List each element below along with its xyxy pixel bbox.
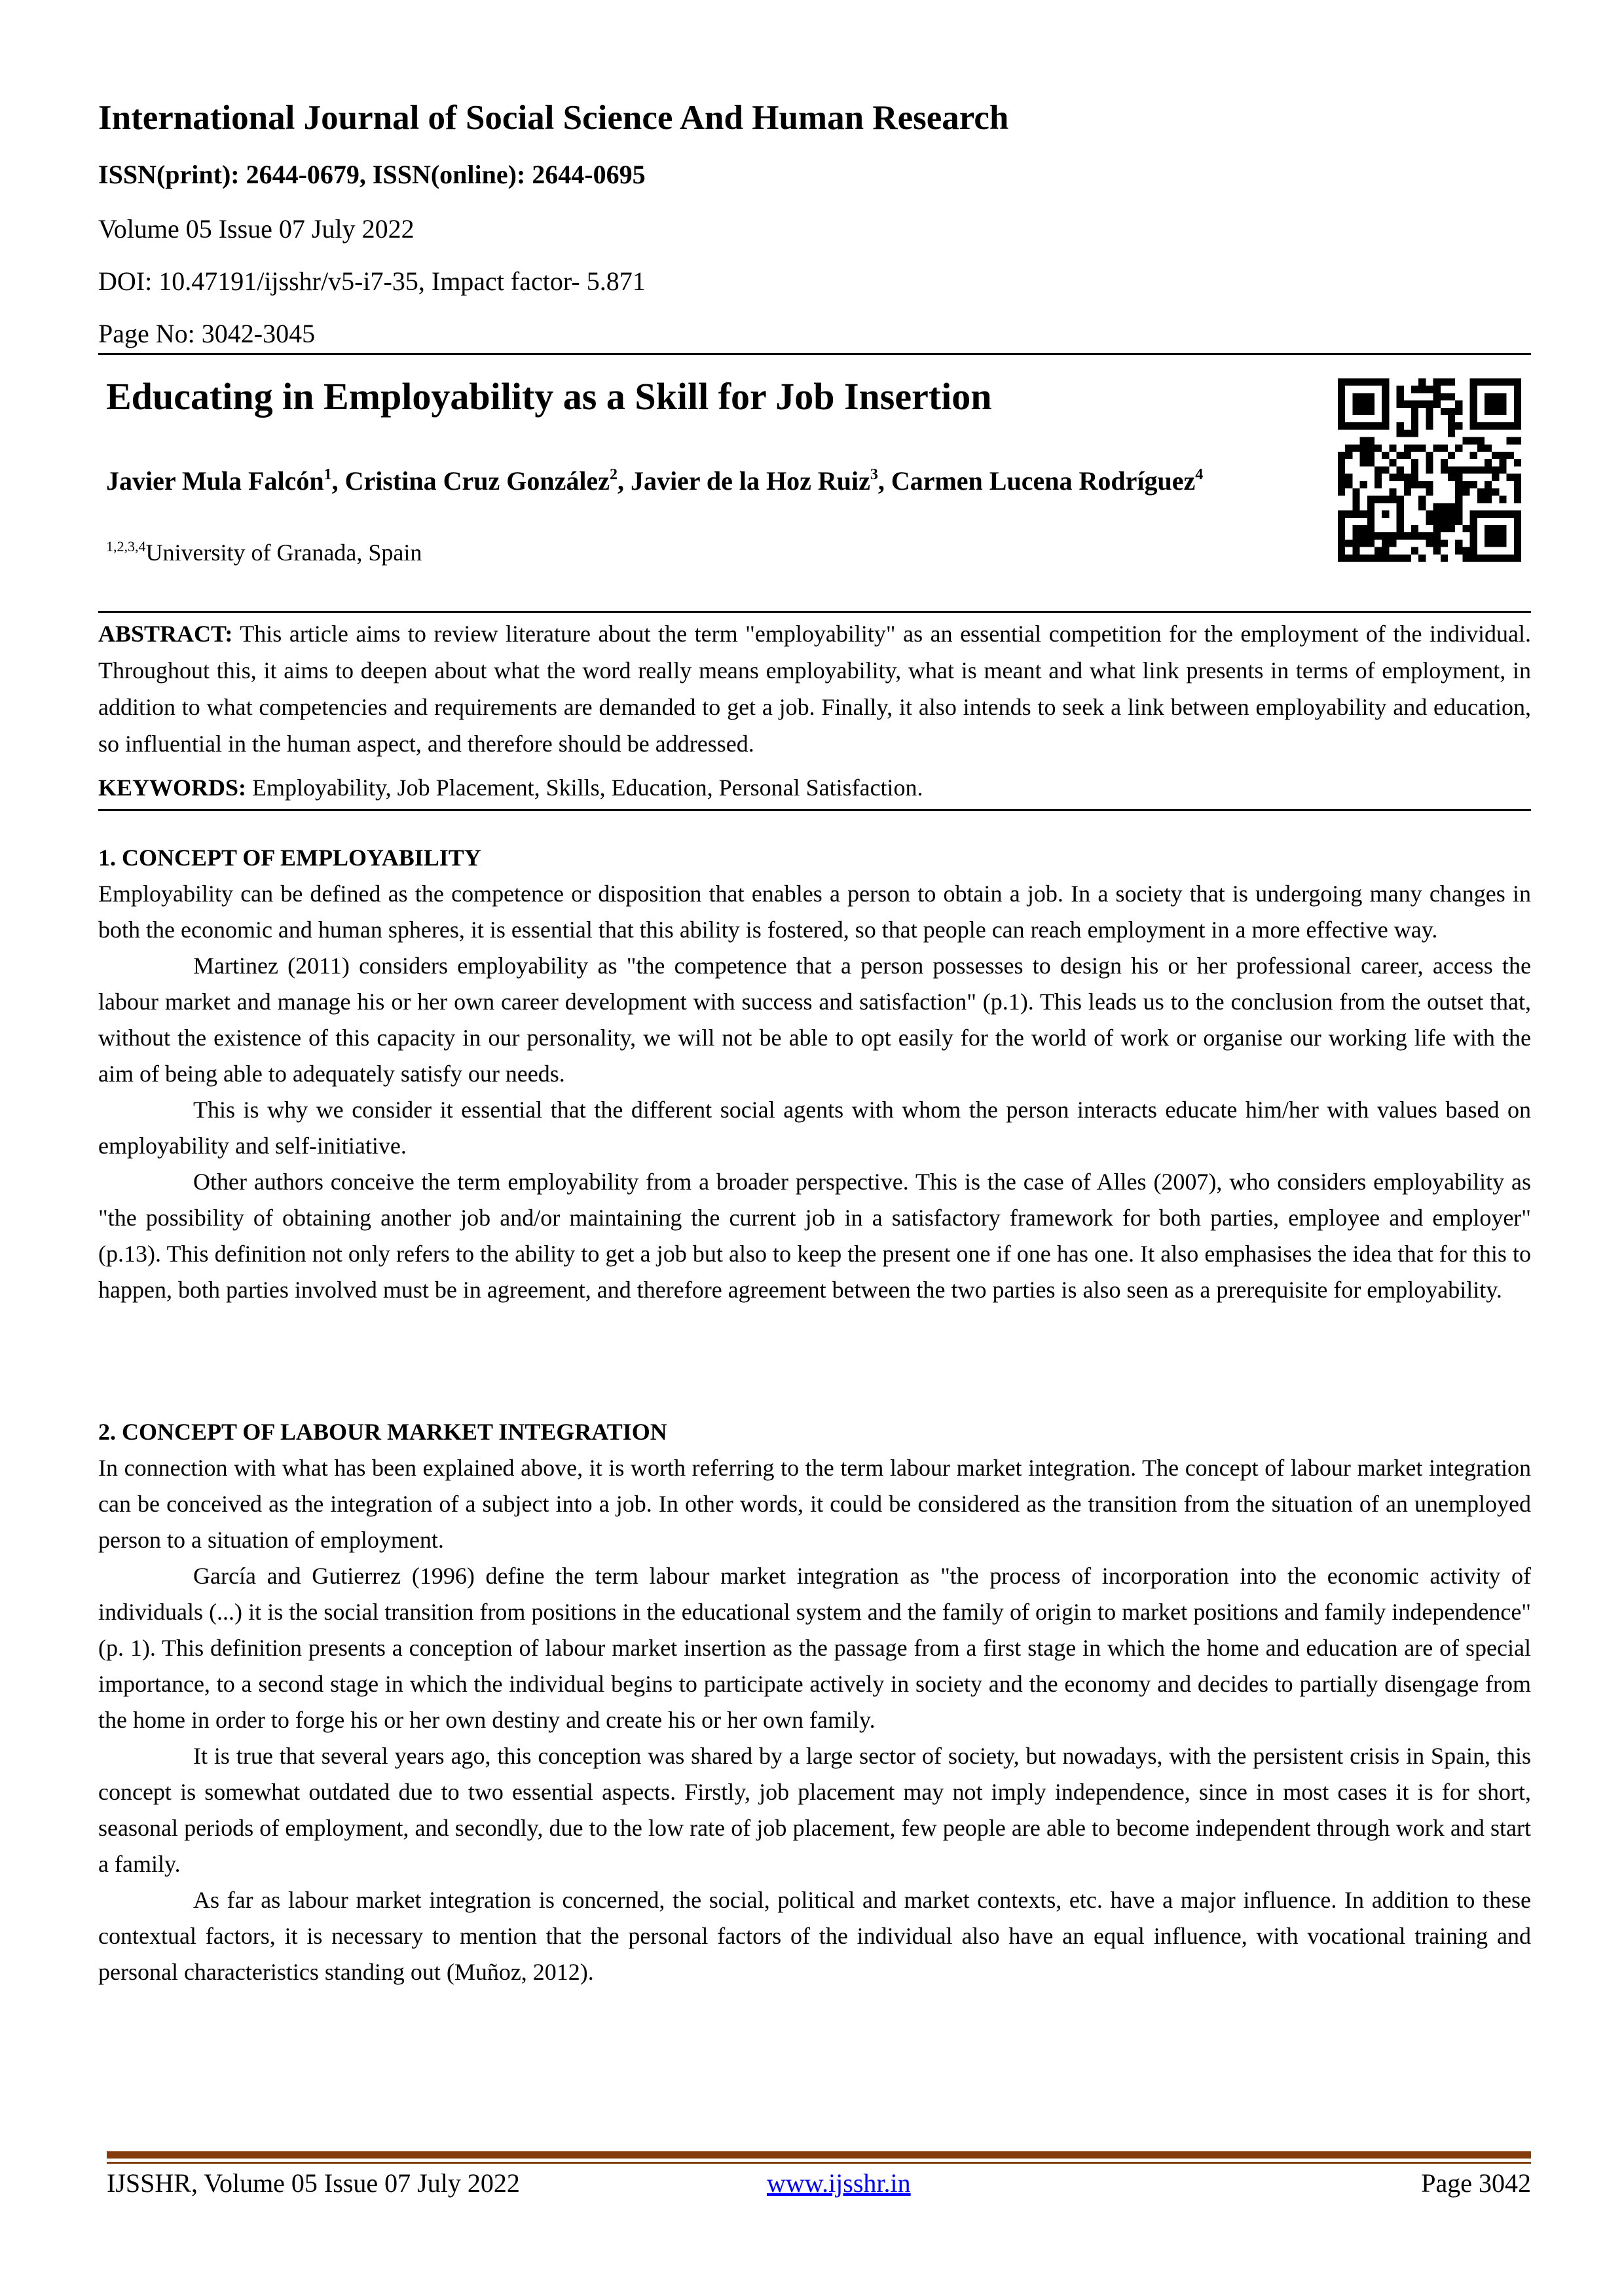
author-separator: , — [331, 466, 345, 496]
paragraph: García and Gutierrez (1996) define the term labour market integration as "the process of incorporation into the economic activity of individuals (...) it is the social transition from positions in the educational system and the family of origin to market positions and family independence" (p. 1). This definition presents a conception of labour market insertion as the passage from a first stage in which the home and education are of special importance, to a second stage in which the individual begins to participate actively in society and the economy and decides to partially disengage from the home in order to forge his or her own destiny and create his or her own family. — [98, 1563, 1531, 1733]
journal-title: International Journal of Social Science And Human Research — [98, 99, 1009, 137]
journal-website-link[interactable]: www.ijsshr.in — [767, 2168, 911, 2198]
author-separator: , — [877, 466, 891, 496]
paragraph: Other authors conceive the term employability from a broader perspective. This is the case of Alles (2007), who considers employability as "the possibility of obtaining another job and/or maintaining the current job in a satisfactory framework for both parties, employee and employer" (p.13). This definition not only refers to the ability to get a job but also to keep the present one if one has one. It also emphasises the idea that for this to happen, both parties involved must be in agreement, and therefore agreement between the two parties is also seen as a prerequisite for employability. — [98, 1169, 1531, 1303]
page-footer — [107, 2167, 1531, 2200]
affiliation-markers: 1,2,3,4 — [106, 538, 146, 555]
author-affiliation-marker: 2 — [609, 466, 618, 483]
affiliation-text: University of Granada, Spain — [145, 539, 422, 566]
paragraph: Martinez (2011) considers employability as "the competence that a person possesses to design his or her professional career, access the labour market and manage his or her own career development with success and satisfaction" (p.1). This leads us to the conclusion from the outset that, without the existence of this capacity in our personality, we will not be able to opt easily for the world of work or organise our working life with the aim of being able to adequately satisfy our needs. — [98, 953, 1531, 1087]
page-number: Page 3042 — [1421, 2168, 1531, 2198]
issn-line: ISSN(print): 2644-0679, ISSN(online): 2644-0695 — [98, 160, 646, 189]
author-name: Cristina Cruz González — [344, 466, 610, 496]
section-heading: 2. CONCEPT OF LABOUR MARKET INTEGRATION — [98, 1419, 667, 1445]
keywords-text: Employability, Job Placement, Skills, Education, Personal Satisfaction. — [246, 774, 923, 801]
abstract-label: ABSTRACT: — [98, 621, 233, 647]
paragraph: Employability can be defined as the competence or disposition that enables a person to obtain a job. In a society that is undergoing many changes in both the economic and human spheres, it is essential that this ability is fostered, so that people can reach employment in a more effective way. — [98, 881, 1531, 943]
section-labour-market-integration — [98, 1414, 1531, 1990]
page-range: Page No: 3042-3045 — [98, 319, 316, 348]
footer-journal-issue: IJSSHR, Volume 05 Issue 07 July 2022 — [107, 2168, 520, 2198]
abstract-top-divider — [98, 611, 1531, 613]
author-list — [106, 462, 1272, 501]
paragraph: It is true that several years ago, this conception was shared by a large sector of society, but nowadays, with the persistent crisis in Spain, this concept is somewhat outdated due to two essential aspects. Firstly, job placement may not imply independence, since in most cases it is for short, seasonal periods of employment, and secondly, due to the low rate of job placement, few people are able to become independent through work and start a family. — [98, 1743, 1531, 1877]
author-separator: , — [617, 466, 631, 496]
abstract-text: This article aims to review literature about the term "employability" as an essential competition for the employment of the individual. Throughout this, it aims to deepen about what the word really means employability, what is meant and what link presents in terms of employment, in addition to what competencies and requirements are demanded to get a job. Finally, it also intends to seek a link between employability and education, so influential in the human aspect, and therefore should be addressed. — [98, 621, 1531, 757]
volume-line: Volume 05 Issue 07 July 2022 — [98, 214, 415, 244]
paragraph: This is why we consider it essential that the different social agents with whom the person interacts educate him/her with values based on employability and self-initiative. — [98, 1097, 1531, 1159]
author-affiliation-marker: 1 — [323, 466, 332, 483]
keywords — [98, 769, 923, 806]
author-name: Javier de la Hoz Ruiz — [630, 466, 870, 496]
abstract — [98, 615, 1531, 762]
footer-divider-thick — [107, 2151, 1531, 2159]
author-name: Carmen Lucena Rodríguez — [891, 466, 1196, 496]
paper-title: Educating in Employability as a Skill for Job Insertion — [106, 375, 992, 418]
author-name: Javier Mula Falcón — [106, 466, 324, 496]
keywords-label: KEYWORDS: — [98, 774, 247, 801]
qr-code-icon[interactable] — [1338, 378, 1521, 562]
section-concept-of-employability — [98, 840, 1531, 1308]
author-affiliation-marker: 4 — [1195, 466, 1204, 483]
keywords-bottom-divider — [98, 809, 1531, 811]
paragraph: In connection with what has been explained above, it is worth referring to the term labour market integration. The concept of labour market integration can be conceived as the integration of a subject into a job. In other words, it could be considered as the transition from the situation of an unemployed person to a situation of employment. — [98, 1455, 1531, 1553]
doi-line: DOI: 10.47191/ijsshr/v5-i7-35, Impact factor- 5.871 — [98, 266, 646, 296]
author-affiliation-marker: 3 — [870, 466, 878, 483]
footer-divider-thin — [107, 2162, 1531, 2164]
affiliation — [106, 538, 422, 567]
section-heading: 1. CONCEPT OF EMPLOYABILITY — [98, 845, 481, 871]
header-divider — [98, 353, 1531, 355]
paragraph: As far as labour market integration is concerned, the social, political and market contexts, etc. have a major influence. In addition to these contextual factors, it is necessary to mention that the personal factors of the individual also have an equal influence, with vocational training and personal characteristics standing out (Muñoz, 2012). — [98, 1887, 1531, 1985]
